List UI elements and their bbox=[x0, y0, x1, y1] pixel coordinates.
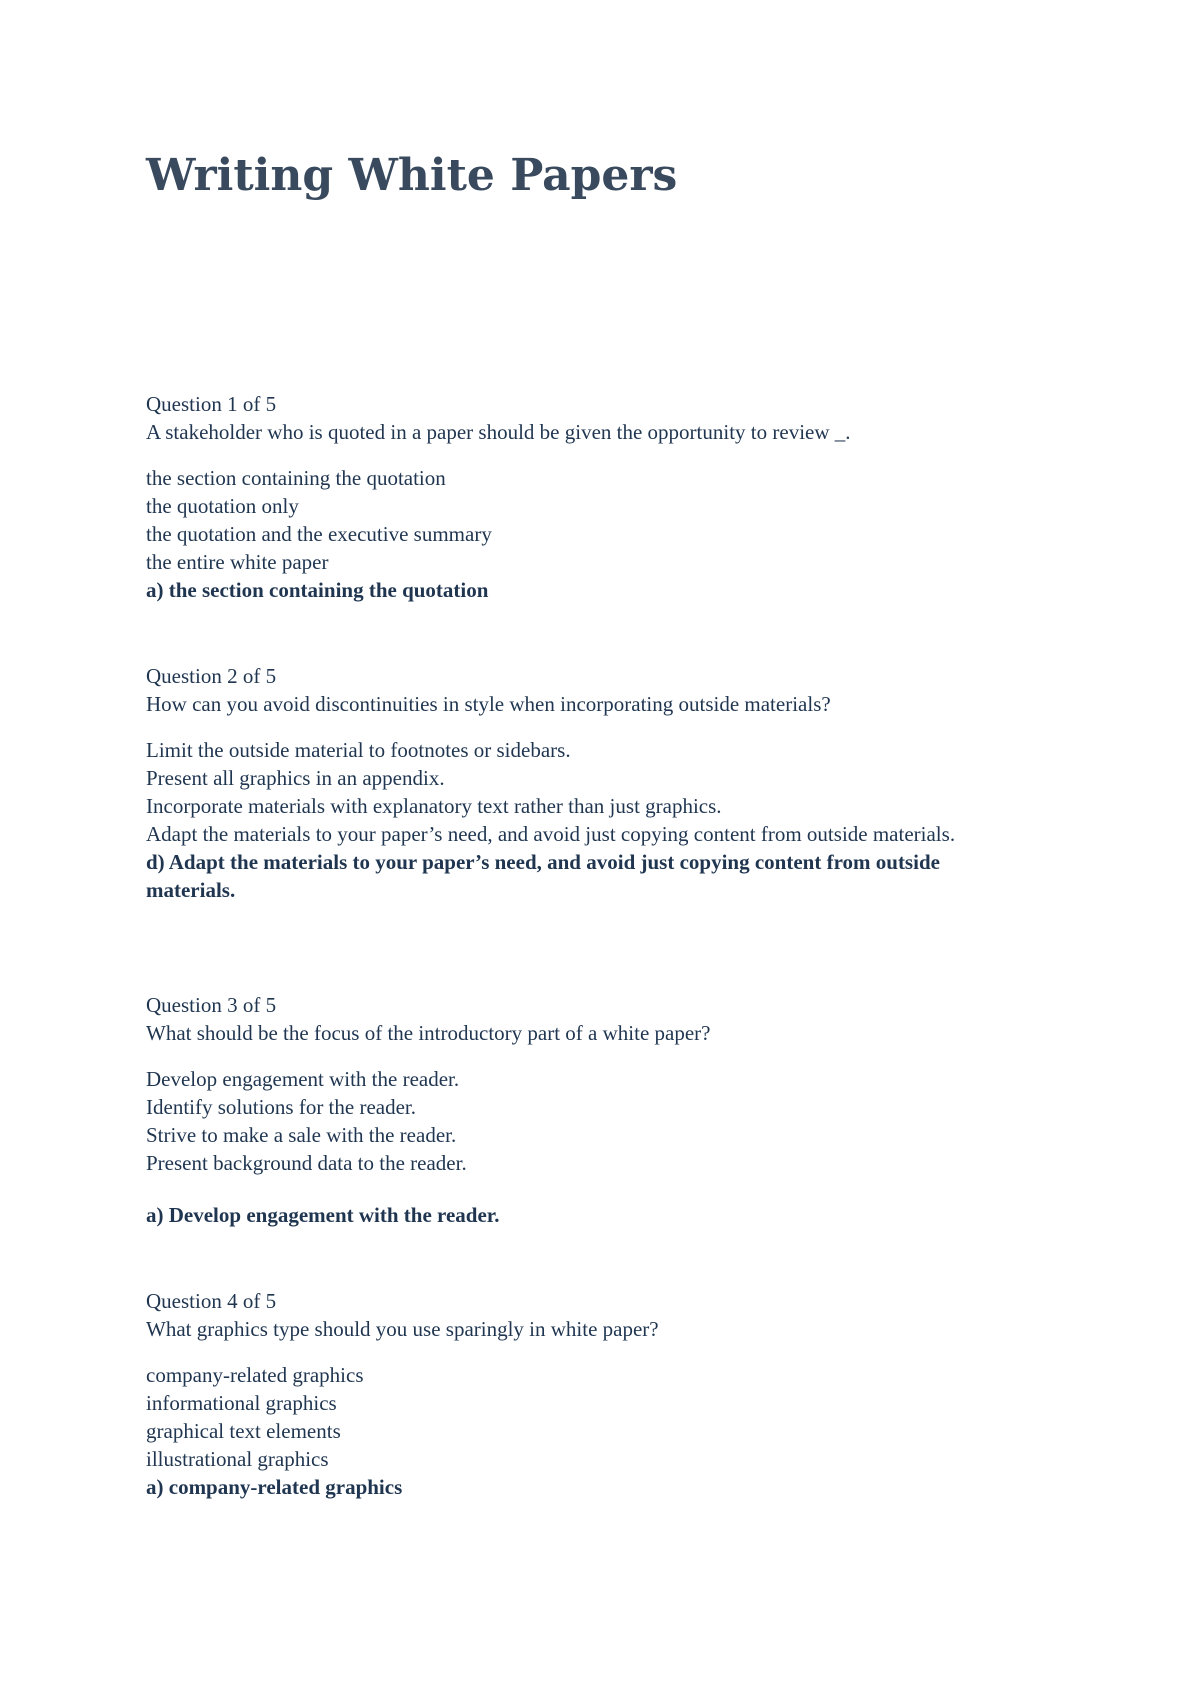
option-item: the quotation only bbox=[146, 494, 299, 518]
option-item: Identify solutions for the reader. bbox=[146, 1095, 417, 1119]
option-item: Adapt the materials to your paper’s need, and avoid just copying content from outside materials. bbox=[146, 822, 956, 846]
option-item: Incorporate materials with explanatory text rather than just graphics. bbox=[146, 794, 722, 818]
option-item: the section containing the quotation bbox=[146, 466, 446, 490]
option-item: Strive to make a sale with the reader. bbox=[146, 1123, 457, 1147]
option-item: Present background data to the reader. bbox=[146, 1151, 467, 1175]
option-item: Present all graphics in an appendix. bbox=[146, 766, 445, 790]
option-item: Develop engagement with the reader. bbox=[146, 1067, 460, 1091]
answer-text: a) company-related graphics bbox=[146, 1475, 403, 1499]
answer-text: d) Adapt the materials to your paper’s need, and avoid just copying content from outside materials. bbox=[146, 850, 940, 902]
option-item: informational graphics bbox=[146, 1391, 337, 1415]
question-number: Question 4 of 5 bbox=[146, 1289, 277, 1313]
option-item: the quotation and the executive summary bbox=[146, 522, 492, 546]
question-number: Question 2 of 5 bbox=[146, 664, 277, 688]
options-list bbox=[146, 464, 1026, 576]
question-text: What graphics type should you use sparingly in white paper? bbox=[146, 1317, 659, 1341]
option-item: Limit the outside material to footnotes or sidebars. bbox=[146, 738, 571, 762]
question-text: How can you avoid discontinuities in style when incorporating outside materials? bbox=[146, 692, 831, 716]
question-number: Question 3 of 5 bbox=[146, 993, 277, 1017]
document-title: Writing White Papers bbox=[146, 150, 678, 201]
option-item: graphical text elements bbox=[146, 1419, 341, 1443]
question-block-2 bbox=[146, 662, 1026, 904]
options-list bbox=[146, 1065, 1026, 1177]
question-block-4 bbox=[146, 1287, 1026, 1501]
option-item: company-related graphics bbox=[146, 1363, 364, 1387]
question-text: What should be the focus of the introductory part of a white paper? bbox=[146, 1021, 711, 1045]
option-item: illustrational graphics bbox=[146, 1447, 329, 1471]
options-list bbox=[146, 1361, 1026, 1473]
question-number: Question 1 of 5 bbox=[146, 392, 277, 416]
question-block-1 bbox=[146, 390, 1026, 604]
answer-text: a) the section containing the quotation bbox=[146, 578, 489, 602]
answer-text: a) Develop engagement with the reader. bbox=[146, 1203, 500, 1227]
options-list bbox=[146, 736, 1026, 848]
question-text: A stakeholder who is quoted in a paper should be given the opportunity to review _. bbox=[146, 420, 851, 444]
question-block-3 bbox=[146, 991, 1026, 1229]
option-item: the entire white paper bbox=[146, 550, 329, 574]
